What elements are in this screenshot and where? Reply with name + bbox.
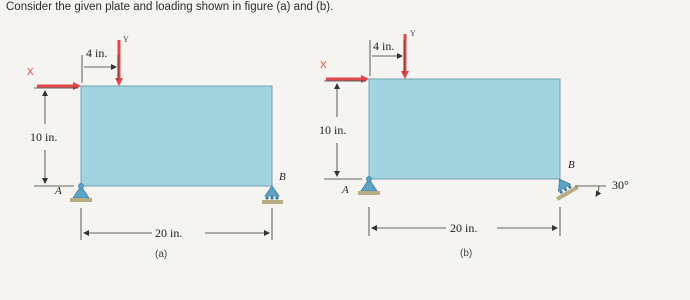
caption-a: (a) (155, 249, 168, 260)
dim-width-b: 20 in. (450, 221, 478, 235)
angle-arc (596, 186, 599, 196)
point-b-label-b: B (568, 159, 575, 171)
roller-support-b-a (262, 186, 283, 204)
axis-x-label-a: X (27, 67, 34, 78)
axis-y-label-b: Y (410, 29, 416, 38)
dim-height-b: 10 in. (319, 123, 347, 137)
dim-top-a: 4 in. (86, 46, 108, 60)
dim-top-b: 4 in. (373, 39, 395, 53)
plate-a (81, 86, 272, 186)
point-b-label-a: B (279, 171, 286, 183)
plate-b (369, 79, 560, 179)
caption-b: (b) (460, 248, 473, 259)
dim-width-a: 20 in. (155, 226, 183, 240)
axis-x-label-b: X (320, 60, 327, 71)
problem-statement: Consider the given plate and loading shown in figure (a) and (b). (6, 1, 334, 13)
figure-b (319, 29, 629, 259)
point-a-label-a: A (55, 185, 62, 197)
axis-y-label-a: Y (123, 35, 129, 44)
figure-a (27, 35, 286, 260)
dim-height-a: 10 in. (30, 130, 58, 144)
angle-label: 30° (612, 178, 629, 192)
point-a-label-b: A (342, 184, 349, 196)
